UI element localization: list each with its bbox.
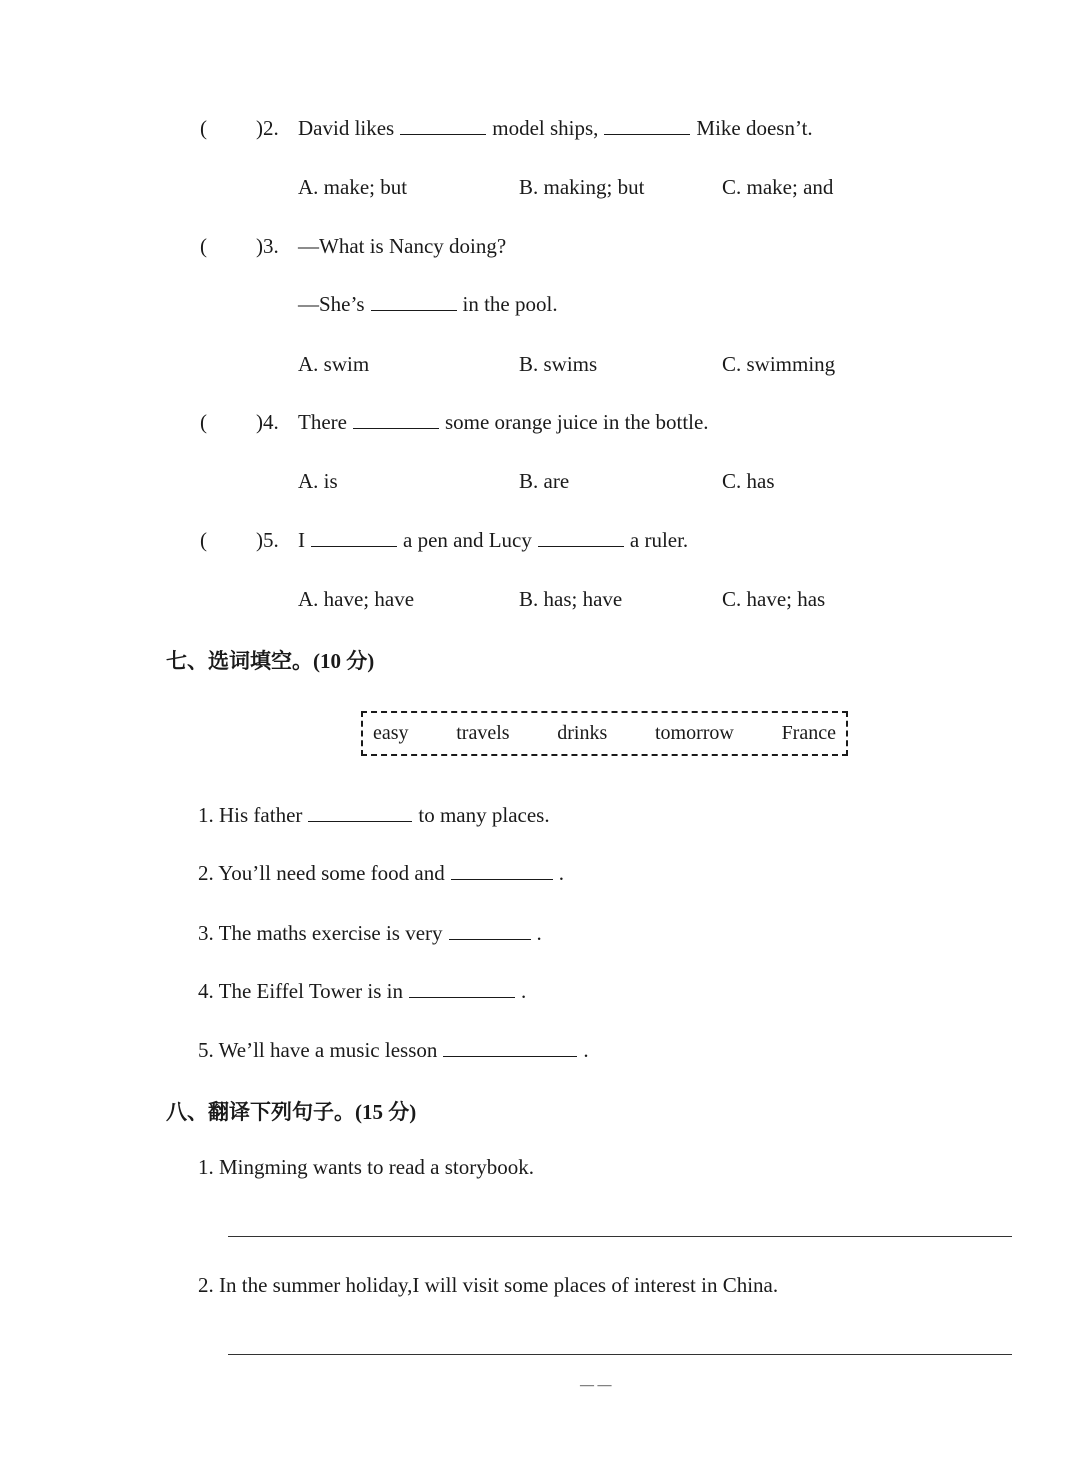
question-number: )2. [256, 116, 279, 140]
stem-part: a pen and Lucy [403, 528, 532, 552]
option-a: A. swim [298, 352, 370, 376]
item-text: . [521, 979, 527, 1003]
fill-item [198, 979, 526, 1004]
item-text: . [558, 861, 564, 885]
item-number: 5. [198, 1038, 214, 1062]
option-c: C. swimming [722, 352, 836, 376]
translation-item [198, 1155, 534, 1180]
item-number: 1. [198, 803, 214, 827]
stem-part: Mike doesn’t. [696, 116, 813, 140]
option-b: B. has; have [519, 587, 623, 611]
item-text: to many places. [418, 803, 550, 827]
section-title: 七、选词填空。(10 分) [166, 649, 375, 673]
item-text: . [583, 1038, 589, 1062]
item-text: His father [219, 803, 303, 827]
fill-item [198, 803, 550, 828]
answer-blank[interactable] [538, 528, 624, 547]
option-b: B. are [519, 469, 570, 493]
word-bank-item: tomorrow [654, 722, 734, 744]
item-text: We’ll have a music lesson [218, 1038, 438, 1062]
answer-paren: ( [200, 116, 207, 140]
word-bank-item: drinks [557, 722, 608, 744]
answer-blank[interactable] [308, 803, 412, 822]
answer-paren: ( [200, 528, 207, 552]
option-c: C. make; and [722, 175, 834, 199]
option-c: C. has [722, 469, 775, 493]
option-b: B. swims [519, 352, 598, 376]
question-stem-2 [298, 292, 558, 317]
answer-blank[interactable] [451, 861, 553, 880]
stem-part: —She’s [298, 292, 365, 316]
answer-blank[interactable] [449, 921, 531, 940]
fill-item [198, 921, 542, 946]
stem-part: in the pool. [462, 292, 558, 316]
stem-part: David likes [298, 116, 395, 140]
section-title: 八、翻译下列句子。(15 分) [166, 1100, 417, 1124]
question-stem [298, 116, 813, 141]
item-text: Mingming wants to read a storybook. [219, 1155, 534, 1179]
answer-line[interactable] [228, 1236, 1012, 1237]
answer-blank[interactable] [371, 292, 457, 311]
option-a: A. is [298, 469, 338, 493]
word-bank-item: easy [373, 722, 409, 744]
question-number: )3. [256, 234, 279, 258]
item-text: The maths exercise is very [218, 921, 443, 945]
question-number: )5. [256, 528, 279, 552]
word-bank [361, 711, 848, 756]
item-text: The Eiffel Tower is in [218, 979, 404, 1003]
question-stem [298, 528, 688, 553]
item-text: You’ll need some food and [218, 861, 445, 885]
answer-paren: ( [200, 234, 207, 258]
item-number: 2. [198, 1273, 214, 1297]
answer-line[interactable] [228, 1354, 1012, 1355]
option-b: B. making; but [519, 175, 645, 199]
question-stem [298, 410, 709, 435]
answer-blank[interactable] [353, 410, 439, 429]
item-text: In the summer holiday,I will visit some places of interest in China. [219, 1273, 779, 1297]
fill-item [198, 1038, 589, 1063]
answer-blank[interactable] [400, 116, 486, 135]
option-a: A. have; have [298, 587, 415, 611]
answer-paren: ( [200, 410, 207, 434]
answer-blank[interactable] [311, 528, 397, 547]
stem-part: a ruler. [629, 528, 689, 552]
word-bank-item: travels [456, 722, 510, 744]
answer-blank[interactable] [409, 979, 515, 998]
question-stem: —What is Nancy doing? [298, 234, 507, 258]
option-a: A. make; but [298, 175, 408, 199]
item-number: 3. [198, 921, 214, 945]
item-number: 4. [198, 979, 214, 1003]
page-number: — — [580, 1378, 612, 1393]
question-number: )4. [256, 410, 279, 434]
item-number: 2. [198, 861, 214, 885]
answer-blank[interactable] [604, 116, 690, 135]
stem-part: There [298, 410, 347, 434]
item-text: . [536, 921, 542, 945]
stem-part: model ships, [492, 116, 599, 140]
option-c: C. have; has [722, 587, 826, 611]
word-bank-item: France [781, 722, 836, 744]
item-number: 1. [198, 1155, 214, 1179]
stem-part: some orange juice in the bottle. [444, 410, 709, 434]
fill-item [198, 861, 564, 886]
answer-blank[interactable] [443, 1038, 577, 1057]
translation-item [198, 1273, 778, 1298]
stem-part: I [298, 528, 305, 552]
